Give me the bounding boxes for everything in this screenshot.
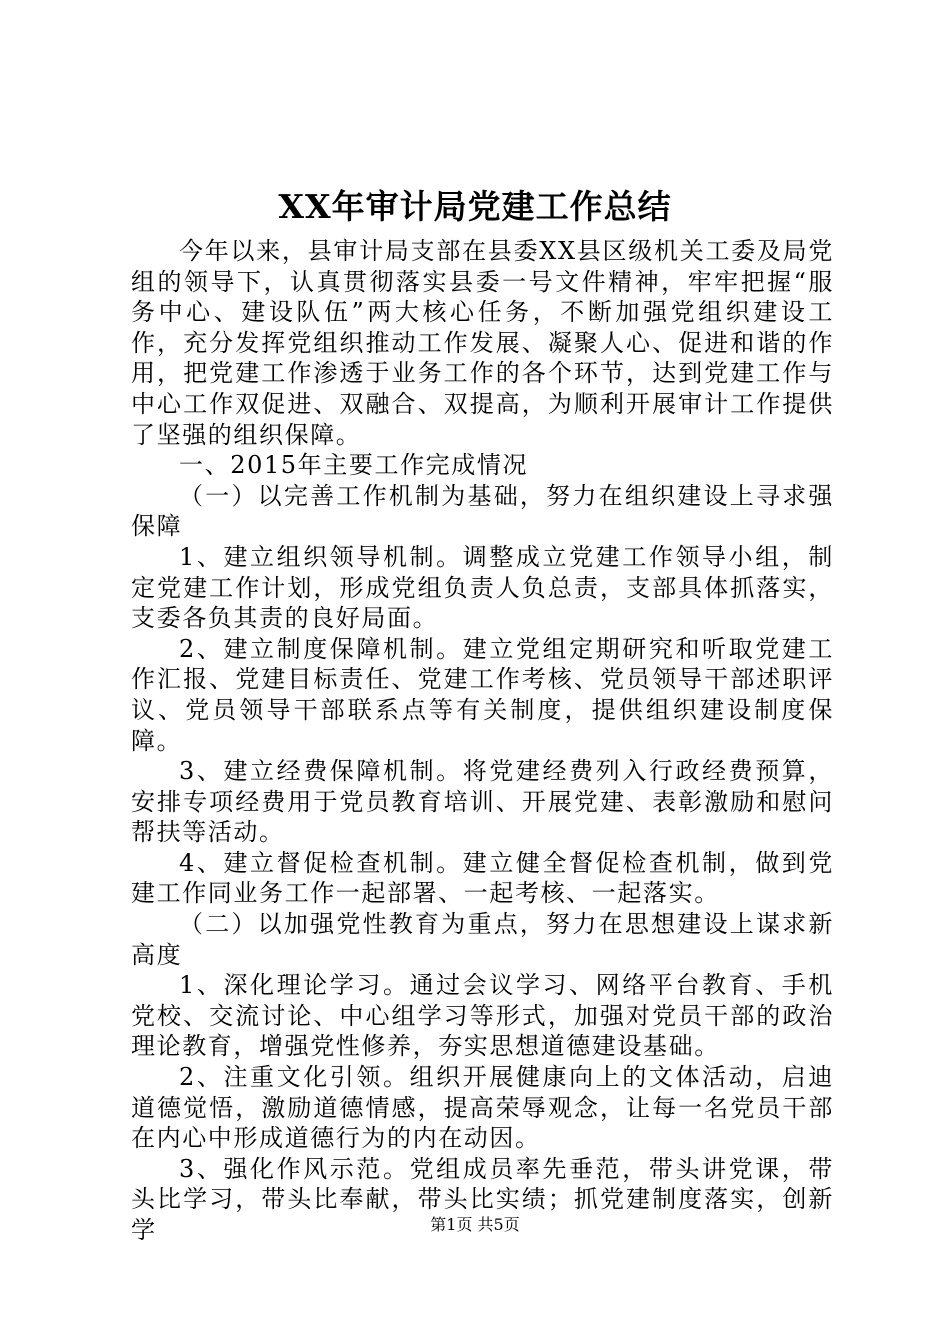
list-item: 1、深化理论学习。通过会议学习、网络平台教育、手机党校、交流讨论、中心组学习等形式，加强对党员干部的政治理论教育，增强党性修养，夯实思想道德建设基础。 (131, 971, 834, 1061)
subsection-heading-1: （一）以完善工作机制为基础，努力在组织建设上寻求强保障 (131, 481, 834, 541)
list-item: 2、建立制度保障机制。建立党组定期研究和听取党建工作汇报、党建目标责任、党建工作考核、党员领导干部述职评议、党员领导干部联系点等有关制度，提供组织建设制度保障。 (131, 634, 834, 755)
section-heading-1: 一、2015年主要工作完成情况 (179, 451, 529, 480)
list-item: 3、建立经费保障机制。将党建经费列入行政经费预算，安排专项经费用于党员教育培训、开展党建、表彰激励和慰问帮扶等活动。 (131, 757, 834, 847)
document-title: XX年审计局党建工作总结 (278, 187, 672, 226)
page-number-footer: 第1页 共5页 (430, 1215, 520, 1234)
paragraph-intro: 今年以来，县审计局支部在县委XX县区级机关工委及局党组的领导下，认真贯彻落实县委一号文件精神，牢牢把握“服务中心、建设队伍”两大核心任务，不断加强党组织建设工作，充分发挥党组织推动工作发展、凝聚人心、促进和谐的作用，把党建工作渗透于业务工作的各个环节，达到党建工作与中心工作双促进、双融合、双提高，为顺利开展审计工作提供了坚强的组织保障。 (131, 237, 834, 449)
list-item: 2、注重文化引领。组织开展健康向上的文体活动，启迪道德觉悟，激励道德情感，提高荣辱观念，让每一名党员干部在内心中形成道德行为的内在动因。 (131, 1063, 834, 1153)
list-item: 3、强化作风示范。党组成员率先垂范，带头讲党课，带头比学习，带头比奉献，带头比实绩；抓党建制度落实，创新学 (131, 1154, 834, 1244)
document-body (131, 236, 834, 1246)
list-item: 4、建立督促检查机制。建立健全督促检查机制，做到党建工作同业务工作一起部署、一起考核、一起落实。 (131, 848, 834, 908)
list-item: 1、建立组织领导机制。调整成立党建工作领导小组，制定党建工作计划，形成党组负责人负总责，支部具体抓落实，支委各负其责的良好局面。 (131, 542, 834, 633)
subsection-heading-2: （二）以加强党性教育为重点，努力在思想建设上谋求新高度 (131, 910, 834, 969)
